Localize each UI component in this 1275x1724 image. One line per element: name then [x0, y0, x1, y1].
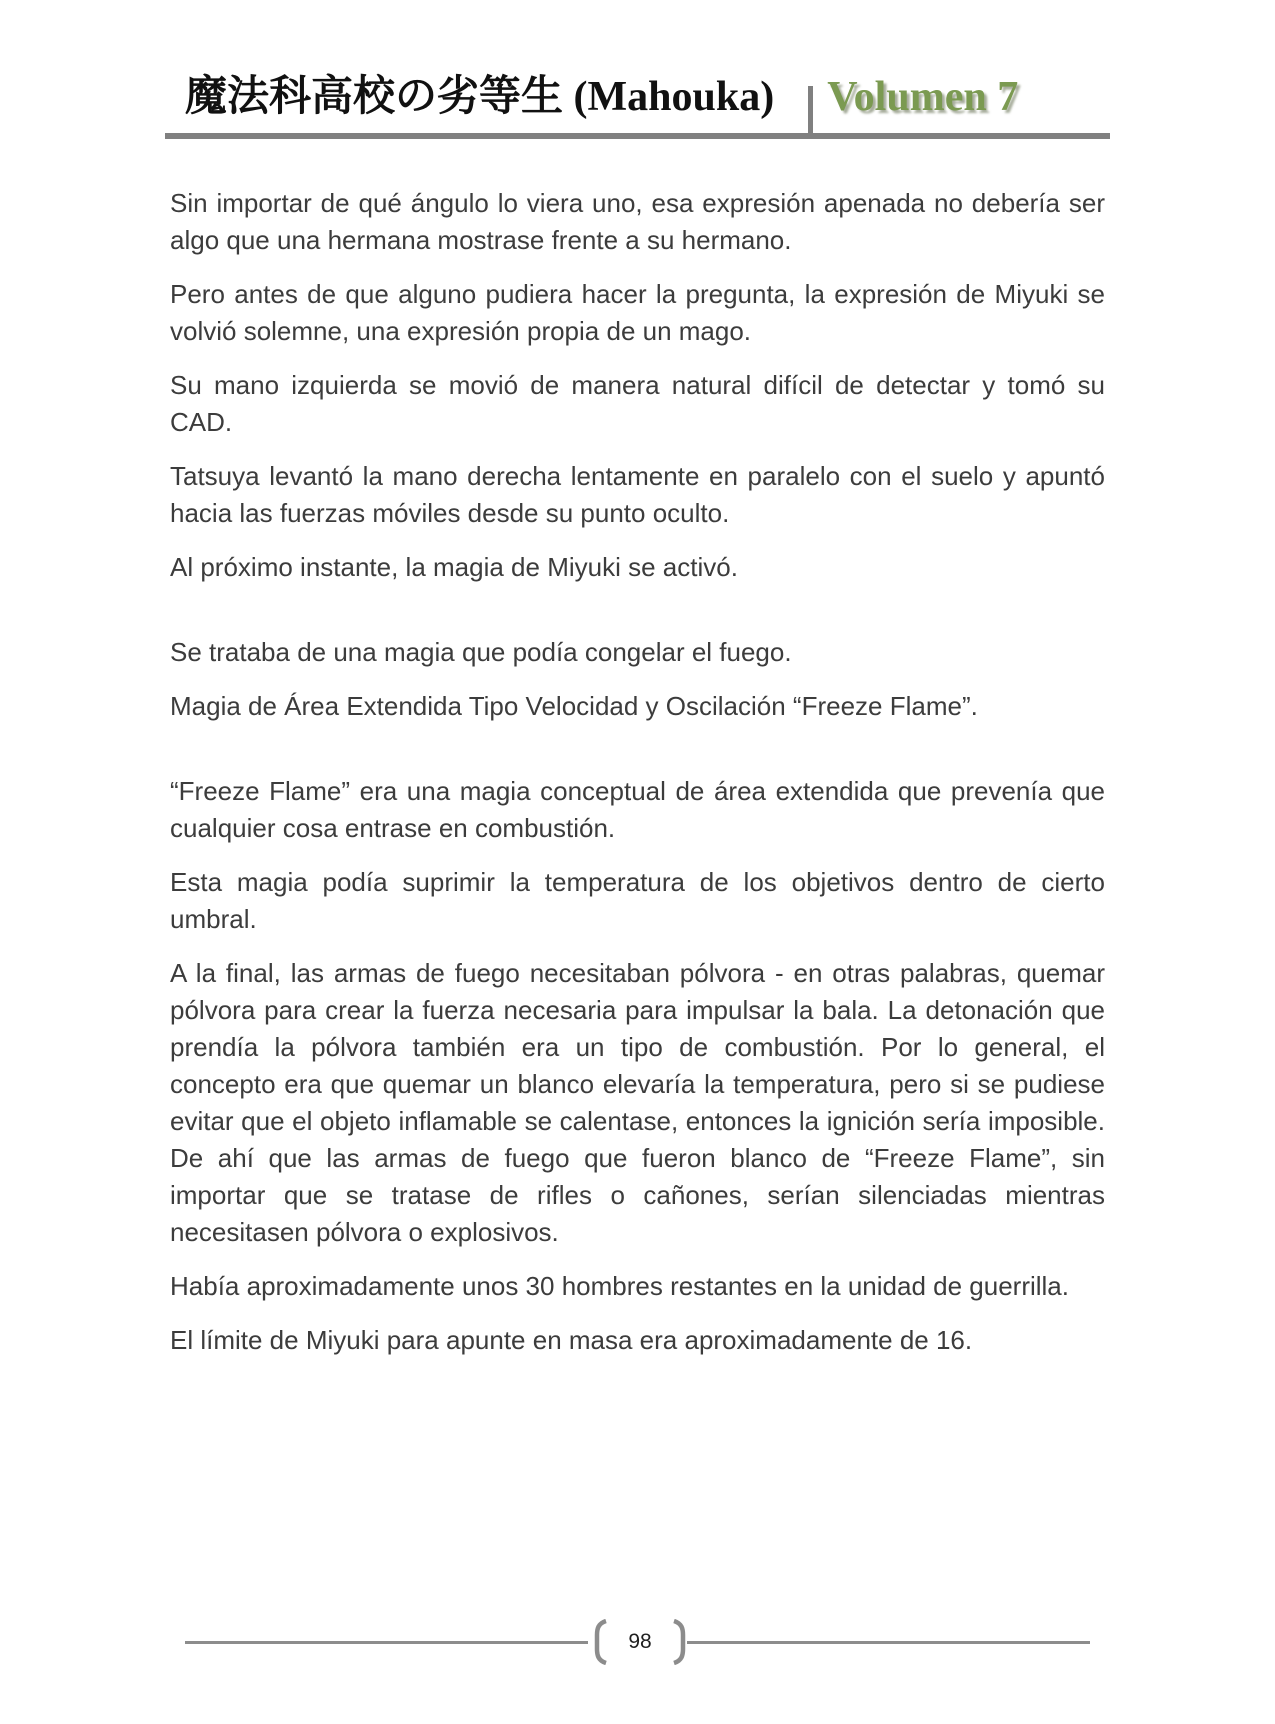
footer-line-left	[185, 1641, 588, 1644]
paragraph: Se trataba de una magia que podía congelar el fuego.	[170, 637, 792, 667]
paragraph: Su mano izquierda se movió de manera natural difícil de detectar y tomó su CAD.	[170, 370, 1105, 437]
paragraph: Había aproximadamente unos 30 hombres restantes en la unidad de guerrilla.	[170, 1271, 1069, 1301]
page-header	[165, 74, 1110, 139]
body-paragraphs	[170, 185, 1105, 1359]
paragraph: “Freeze Flame” era una magia conceptual de área extendida que prevenía que cualquier cosa entrase en combustión.	[170, 776, 1105, 843]
paragraph: Esta magia podía suprimir la temperatura de los objetivos dentro de cierto umbral.	[170, 867, 1105, 934]
paragraph: El límite de Miyuki para apunte en masa era aproximadamente de 16.	[170, 1325, 973, 1355]
page-footer	[185, 1619, 1090, 1665]
paragraph: Magia de Área Extendida Tipo Velocidad y Oscilación “Freeze Flame”.	[170, 691, 978, 721]
paragraph: Pero antes de que alguno pudiera hacer la pregunta, la expresión de Miyuki se volvió solemne, una expresión propia de un mago.	[170, 279, 1105, 346]
page-number-bracket-right-icon	[671, 1619, 687, 1665]
paragraph: Sin importar de qué ángulo lo viera uno, esa expresión apenada no debería ser algo que una hermana mostrase frente a su hermano.	[170, 188, 1105, 255]
page-number-bracket-left-icon	[593, 1619, 609, 1665]
footer-line-right	[687, 1641, 1090, 1644]
paragraph: Al próximo instante, la magia de Miyuki se activó.	[170, 552, 738, 582]
page-number: 98	[628, 1629, 652, 1653]
paragraph: Tatsuya levantó la mano derecha lentamente en paralelo con el suelo y apuntó hacia las fuerzas móviles desde su punto oculto.	[170, 461, 1105, 528]
book-title: 魔法科高校の劣等生 (Mahouka)	[185, 74, 775, 120]
page	[0, 74, 1275, 1724]
paragraph: A la final, las armas de fuego necesitaban pólvora - en otras palabras, quemar pólvora para crear la fuerza necesaria para impulsar la bala. La detonación que prendía la pólvora también era un tipo de combustión. Por lo general, el concepto era que quemar un blanco elevaría la temperatura, pero si se pudiese evitar que el objeto inflamable se calentase, entonces la ignición sería imposible. De ahí que las armas de fuego que fueron blanco de “Freeze Flame”, sin importar que se tratase de rifles o cañones, serían silenciadas mientras necesitasen pólvora o explosivos.	[170, 958, 1105, 1247]
volume-label: Volumen 7	[827, 74, 1019, 120]
